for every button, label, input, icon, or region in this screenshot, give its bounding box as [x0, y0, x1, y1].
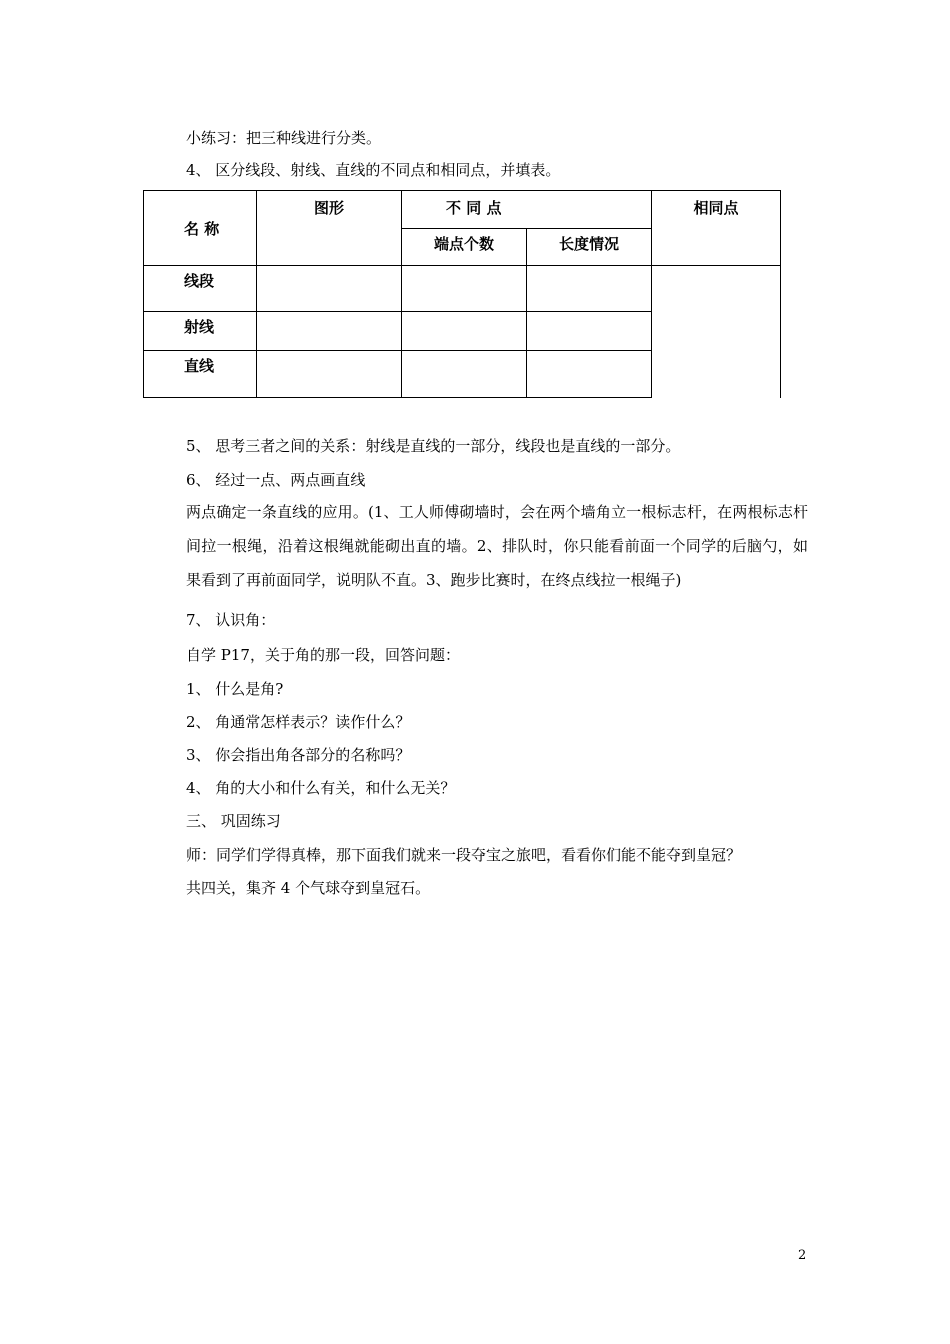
- four-levels-line: 共四关，集齐 4 个气球夺到皇冠石。: [186, 879, 431, 897]
- table-cell: [402, 312, 527, 351]
- question-2: 2、 角通常怎样表示？读作什么？: [186, 713, 411, 731]
- teacher-line: 师：同学们学得真棒，那下面我们就来一段夺宝之旅吧，看看你们能不能夺到皇冠？: [186, 846, 742, 864]
- table-cell: [257, 266, 402, 312]
- question-4: 4、 角的大小和什么有关，和什么无关？: [186, 779, 456, 797]
- table-header-same: 相同点: [652, 191, 781, 266]
- practice-line: 小练习：把三种线进行分类。: [186, 129, 382, 147]
- table-cell: [527, 312, 652, 351]
- table-header-endpoints: 端点个数: [402, 229, 527, 266]
- item-7-line: 7、 认识角：: [186, 611, 276, 629]
- table-header-name: 名 称: [144, 191, 257, 266]
- table-cell: [257, 351, 402, 398]
- item-4-line: 4、 区分线段、射线、直线的不同点和相同点，并填表。: [186, 161, 561, 179]
- table-row-label: 射线: [144, 312, 257, 351]
- section-3-heading: 三、 巩固练习: [186, 812, 281, 830]
- table-cell: [527, 266, 652, 312]
- page-number: 2: [798, 1248, 807, 1263]
- comparison-table: [143, 190, 781, 398]
- table-row-label: 直线: [144, 351, 257, 398]
- table-cell: [527, 351, 652, 398]
- table-cell: [402, 266, 527, 312]
- table-cell-same: [652, 266, 781, 398]
- table-header-figure: 图形: [257, 191, 402, 266]
- question-1: 1、 什么是角?: [186, 680, 284, 698]
- table-row-label: 线段: [144, 266, 257, 312]
- item-6-paragraph: 两点确定一条直线的应用。(1、工人师傅砌墙时，会在两个墙角立一根标志杆，在两根标志杆间拉一根绳，沿着这根绳就能砌出直的墙。2、排队时，你只能看前面一个同学的后脑勺，如果看到了再前面同学，说明队不直。3、跑步比赛时，在终点线拉一根绳子): [186, 503, 808, 589]
- table-row: [144, 266, 781, 312]
- table-cell: [257, 312, 402, 351]
- item-6-line: 6、 经过一点、两点画直线: [186, 471, 366, 489]
- question-3: 3、 你会指出角各部分的名称吗？: [186, 746, 411, 764]
- self-study-line: 自学 P17，关于角的那一段，回答问题：: [186, 646, 460, 664]
- table-cell: [402, 351, 527, 398]
- table-header-difference: 不 同 点: [402, 191, 652, 229]
- item-5-line: 5、 思考三者之间的关系：射线是直线的一部分，线段也是直线的一部分。: [186, 437, 681, 455]
- table-header-length: 长度情况: [527, 229, 652, 266]
